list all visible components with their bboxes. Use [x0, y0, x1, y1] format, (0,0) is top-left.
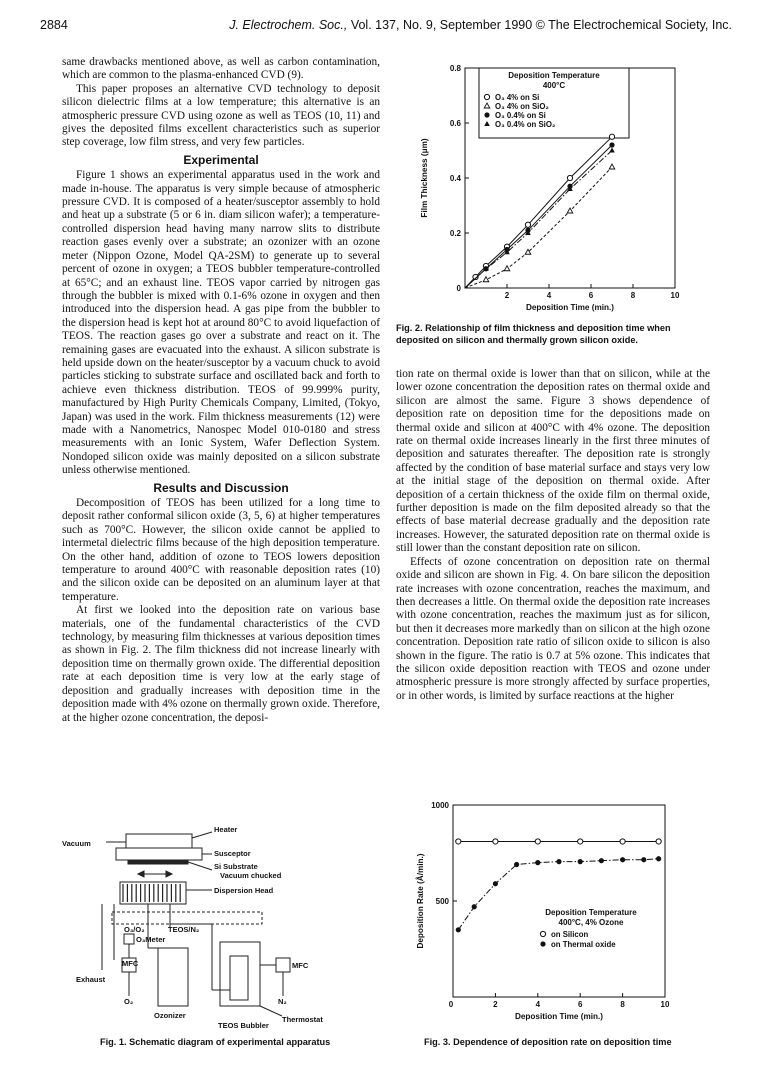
- legend-marker: [484, 112, 489, 117]
- heater-leader: [192, 832, 212, 838]
- paragraph-intro-end: same drawbacks mentioned above, as well as carbon contamination, which are common to the plasma-enhanced CVD (9).: [62, 56, 380, 82]
- journal-reference: [229, 18, 732, 32]
- n2-label: N₂: [278, 997, 287, 1006]
- data-point: [556, 859, 561, 864]
- legend-marker: [484, 94, 489, 99]
- teos-n2-label: TEOS/N₂: [168, 925, 200, 934]
- fig2-caption: Fig. 2. Relationship of film thickness and deposition time when deposited on silicon and thermally grown silicon oxide.: [396, 323, 671, 345]
- x-tick-label: 10: [670, 291, 680, 300]
- heading-results: Results and Discussion: [153, 480, 289, 495]
- left-column: [62, 56, 380, 725]
- vacuum-label: Vacuum: [62, 839, 91, 848]
- paragraph-deposition-rate: At first we looked into the deposition rate on various base materials, one of the fundamental characteristics of the CVD technology, by measuring film thicknesses at various deposition times as shown in Fig. 2. The film thickness did not increase linearly with deposition time on thermally grown oxide. The differential deposition rate at each deposition time is very low at the early stage of deposition and gradually increases with deposition time in the deposition made with 4% ozone on thermally grown oxide. Therefore, at the higher ozone concentration, the deposi-: [62, 604, 380, 724]
- x-tick-label: 4: [535, 1000, 541, 1009]
- data-point: [656, 856, 661, 861]
- mfc-left-label: MFC: [122, 959, 139, 968]
- data-point: [504, 266, 510, 271]
- heated-line-box: [112, 912, 262, 924]
- data-point: [620, 857, 625, 862]
- x-tick-label: 8: [630, 291, 636, 300]
- thermostat-label: Thermostat: [282, 1015, 323, 1024]
- x-tick-label: 6: [588, 291, 594, 300]
- data-point: [656, 839, 661, 844]
- fig3-legend: [540, 908, 637, 949]
- data-point: [514, 862, 519, 867]
- legend-entry: O₃ 4% on Si: [495, 93, 540, 102]
- data-point: [609, 134, 614, 139]
- data-point: [493, 839, 498, 844]
- journal-name: J. Electrochem. Soc.,: [229, 18, 348, 32]
- x-tick-label: 6: [577, 1000, 583, 1009]
- page-header: [40, 18, 732, 38]
- data-point: [535, 860, 540, 865]
- paragraph-apparatus: Figure 1 shows an experimental apparatus used in the work and made in-house. The apparatus is very simple because of atmospheric pressure CVD. It is composed of a heater/susceptor assembly to hold and heat up a substrate (5 or 6 in. diam silicon wafer); a temperature-controlled dispersion head having many narrow slits to distribute reaction gases evenly over a substrate; an ozonizer with an ozone meter (Nippon Ozone, Model QA-2SM) to generate up to several percent of ozone in oxygen; a TEOS bubbler temperature-controlled at 65°C; and an exhaust line. TEOS vapor carried by nitrogen gas through the bubbler is mixed with 0.1-6% ozone in oxygen and then introduced into the dispersion head. A gas pipe from the bubbler to the dispersion head is kept hot at around 80°C to avoid liquefaction of TEOS. The reaction gases go over a substrate and react on it. The remaining gases are evacuated into the exhaust. A silicon substrate is held upside down on the heater/susceptor by a vacuum chuck to avoid particles sticking to substrate surface and oscillated back and forth to achieve even thickness distribution. TEOS of 99.999% purity, manufactured by High Purity Chemicals Company, Limited, (Tokyo, Japan) was used in the work. Film thickness measurements (12) were made with a Nanometrics, Nanospec Model 010-0180 and stress measurements with an Ionic System, Wafer Deflection System. Nondoped silicon oxide was mainly deposited on a silicon substrate unless otherwise mentioned.: [62, 169, 380, 477]
- susceptor-label: Susceptor: [214, 849, 251, 858]
- thermostat-leader: [260, 1006, 282, 1016]
- data-point: [567, 175, 572, 180]
- x-tick-label: 8: [620, 1000, 625, 1009]
- legend-marker: [540, 941, 545, 946]
- legend-entry: O₃ 4% on SiO₂: [495, 102, 549, 111]
- data-point: [609, 164, 615, 169]
- x-tick-label: 2: [504, 291, 510, 300]
- data-point: [620, 839, 625, 844]
- data-point: [493, 881, 498, 886]
- legend-subtitle: 400°C: [542, 81, 566, 90]
- thermostat-bath: [220, 942, 260, 1006]
- data-point: [567, 208, 573, 213]
- y-tick-label: 0.4: [449, 174, 461, 183]
- o3meter-box: [124, 934, 134, 944]
- data-point: [472, 904, 477, 909]
- vacuum-chucked-label: Vacuum chucked: [220, 871, 282, 880]
- legend-subtitle: 400°C, 4% Ozone: [558, 918, 624, 927]
- paragraph-ozone-effects: Effects of ozone concentration on deposition rate on thermal oxide and silicon are shown in Fig. 4. On bare silicon the deposition rate increases with ozone concentration, reaches the maximum, and then decreases a little. On thermal oxide the deposition rate increases with ozone concentration, reaches the maximum just as for silicon, but then it decreases more markedly than on silicon at the high ozone concentration. Deposition rate ratio of silicon oxide to silicon is also shown in the figure. The ratio is 0.7 at 5% ozone. This indicates that the silicon oxide deposition reaction with TEOS and ozone under atmospheric pressure is more strongly affected by surface properties, or in other words, is limited by surface reactions at the higher: [396, 555, 710, 702]
- legend-entry: O₃ 0.4% on SiO₂: [495, 120, 556, 129]
- o3o2-label: O₃/O₂: [124, 925, 145, 934]
- o3meter-label: O₃Meter: [136, 935, 166, 944]
- right-column: [396, 368, 710, 703]
- data-point: [609, 148, 615, 153]
- data-point: [456, 839, 461, 844]
- legend-title: Deposition Temperature: [508, 71, 600, 80]
- fig3-chart: [405, 795, 705, 1035]
- x-axis-label: Deposition Time (min.): [525, 303, 615, 312]
- y-tick-label: 0.6: [449, 119, 461, 128]
- o2-label: O₂: [124, 997, 134, 1006]
- heading-experimental: Experimental: [183, 152, 259, 167]
- ozonizer-box: [158, 948, 188, 1006]
- substrate-leader: [188, 862, 212, 870]
- y-tick-label: 0: [456, 284, 461, 293]
- data-point: [578, 839, 583, 844]
- substrate: [128, 860, 188, 864]
- ozonizer-label: Ozonizer: [154, 1011, 186, 1020]
- y-tick-label: 1000: [431, 801, 449, 810]
- data-point: [599, 858, 604, 863]
- data-point: [641, 857, 646, 862]
- fig3-caption: Fig. 3. Dependence of deposition rate on deposition time: [424, 1037, 672, 1047]
- paragraph-teos: Decomposition of TEOS has been utilized for a long time to deposit rather conformal silicon oxide (3, 5, 6) at higher temperatures such as 700°C. However, the silicon oxide cannot be applied to intermetal dielectric films because of the high deposition temperature. On the other hand, addition of ozone to TEOS lowers deposition temperature to around 400°C with reasonable deposition rates (10) and the silicon oxide can be deposited on an aluminum layer at that temperature.: [62, 497, 380, 603]
- legend-entry: on Silicon: [551, 930, 589, 939]
- y-tick-label: 0.2: [449, 229, 461, 238]
- data-point: [483, 277, 489, 282]
- legend-title: Deposition Temperature: [545, 908, 637, 917]
- fig2-chart: [405, 60, 705, 322]
- y-axis-label: Film Thickness (μm): [420, 138, 429, 218]
- susceptor-block: [116, 848, 202, 860]
- data-point: [578, 859, 583, 864]
- journal-issue: Vol. 137, No. 9, September 1990 © The Electrochemical Society, Inc.: [347, 18, 732, 32]
- mfc-right-label: MFC: [292, 961, 309, 970]
- mfc-right-box: [276, 958, 290, 972]
- legend-entry: on Thermal oxide: [551, 940, 616, 949]
- dispersion-head-label: Dispersion Head: [214, 886, 274, 895]
- x-tick-label: 10: [660, 1000, 670, 1009]
- plot-frame: [453, 805, 665, 997]
- exhaust-label: Exhaust: [76, 975, 106, 984]
- fig1-schematic: [62, 820, 382, 1030]
- data-point: [535, 839, 540, 844]
- x-tick-label: 4: [546, 291, 552, 300]
- fig2-legend: [479, 68, 629, 138]
- dispersion-slits: [123, 884, 180, 902]
- arrow-left-icon: [138, 871, 144, 877]
- page-number: 2884: [40, 18, 68, 32]
- si-substrate-label: Si Substrate: [214, 862, 258, 871]
- teos-bubbler-label: TEOS Bubbler: [218, 1021, 269, 1030]
- paragraph-rate-comparison: tion rate on thermal oxide is lower than that on silicon, while at the lower ozone concentration the deposition rates on thermal oxide and silicon are almost the same. Figure 3 shows dependence of deposition rate on deposition time for the depositions made on thermal oxide and silicon at 400°C with 4% ozone. The deposition rate on thermal oxide increases linearly in the first three minutes of deposition and saturates thereafter. The deposition rate is strongly affected by the condition of base material surface and stays very low at the initial stage of the deposition on thermal oxide. After deposition of a certain thickness of the oxide film on thermal oxide, further deposition is made on the film deposited already so that the effects of base material decrease gradually and the deposition rate increases. However, the saturated deposition rate on thermal oxide is still lower than the constant deposition rate on silicon.: [396, 368, 710, 555]
- origin-label: 0: [448, 1000, 454, 1009]
- y-tick-label: 0.8: [449, 64, 461, 73]
- heater-block: [126, 834, 192, 848]
- legend-entry: O₃ 0.4% on Si: [495, 111, 546, 120]
- x-axis-label: Deposition Time (min.): [514, 1012, 604, 1021]
- teos-bubbler-box: [230, 956, 248, 1000]
- fig2-plot-area: [465, 134, 615, 288]
- arrow-right-icon: [166, 871, 172, 877]
- data-point: [456, 927, 461, 932]
- y-axis-label: Deposition Rate (Å/min.): [416, 853, 425, 949]
- data-point: [525, 222, 530, 227]
- x-tick-label: 2: [493, 1000, 498, 1009]
- data-point: [609, 142, 614, 147]
- legend-marker: [540, 931, 545, 936]
- y-tick-label: 500: [435, 897, 449, 906]
- heater-label: Heater: [214, 825, 238, 834]
- fig1-caption: Fig. 1. Schematic diagram of experimental apparatus: [100, 1037, 331, 1047]
- paragraph-proposal: This paper proposes an alternative CVD technology to deposit silicon dielectric films at a low temperature; this alternative is an atmospheric pressure CVD using ozone as well as TEOS (10, 11) and gives the deposited films excellent characteristics such as superior step coverage, low film stress, and very few particles.: [62, 82, 380, 149]
